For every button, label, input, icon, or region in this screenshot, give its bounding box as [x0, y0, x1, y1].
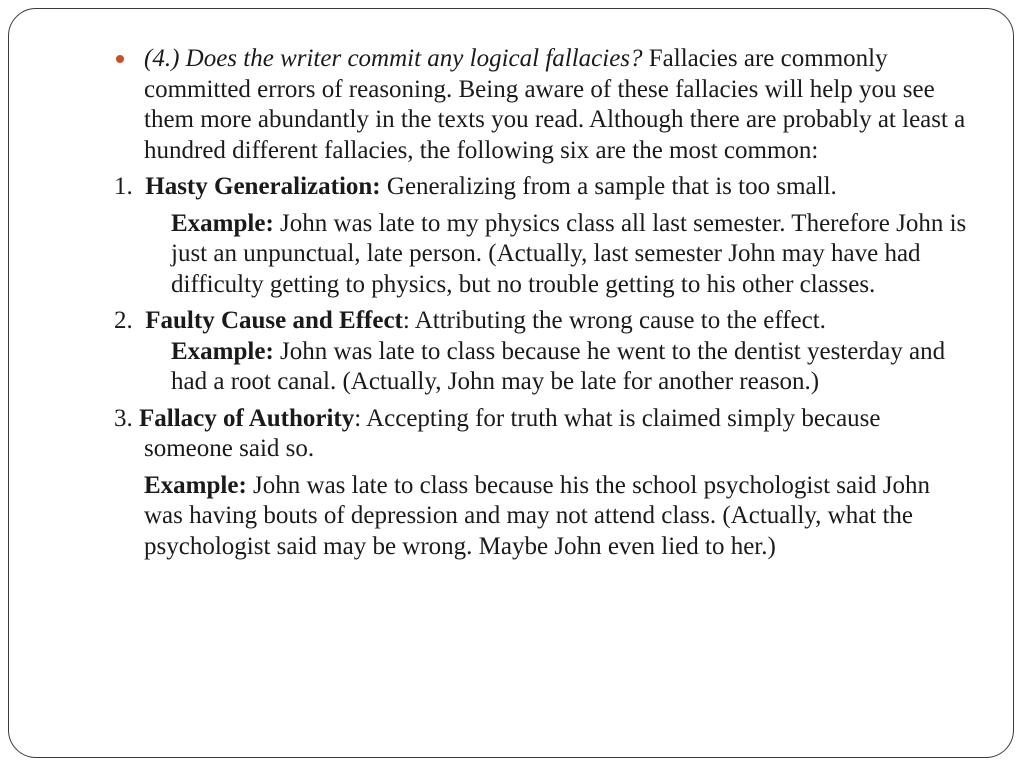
fallacy-example-1 — [171, 209, 974, 301]
slide-content — [114, 44, 974, 568]
item-term: Faulty Cause and Effect — [145, 307, 403, 334]
example-label: Example: — [171, 337, 274, 365]
example-label: Example: — [171, 209, 274, 237]
fallacy-example-3 — [144, 471, 974, 563]
item-term: Fallacy of Authority — [139, 404, 355, 432]
bullet-icon — [116, 55, 124, 63]
item-term: Hasty Generalization: — [145, 173, 381, 200]
example-text: John was late to my physics class all last semester. Therefore John is just an unpunctual, late person. (Actually, last semester John may have had difficulty getting to physics, but no trouble getting to his other classes. — [171, 209, 967, 298]
item-number: 2. — [114, 307, 133, 334]
fallacy-item-2 — [114, 306, 974, 337]
item-definition: : Attributing the wrong cause to the effect. — [402, 307, 826, 334]
fallacy-item-3 — [114, 404, 974, 465]
fallacy-item-1 — [114, 172, 974, 203]
example-text: John was late to class because his the school psychologist said John was having bouts of depression and may not attend class. (Actually, what the psychologist said may be wrong. Maybe John even lied to her.) — [144, 471, 931, 560]
item-definition: Generalizing from a sample that is too small. — [380, 173, 837, 200]
item-number: 1. — [114, 173, 133, 200]
example-text: John was late to class because he went to the dentist yesterday and had a root canal. (Actually, John may be late for another reason.) — [171, 337, 946, 395]
intro-paragraph — [114, 44, 974, 166]
intro-text: Fallacies are commonly committed errors of reasoning. Being aware of these fallacies will help you see them more abundantly in the texts you read. Although there are probably at least a hundred different fallacies, the following six are the most common: — [144, 45, 966, 164]
intro-question: (4.) Does the writer commit any logical fallacies? — [144, 45, 643, 72]
example-label: Example: — [144, 471, 247, 499]
item-number: 3. — [114, 404, 133, 432]
fallacy-example-2 — [171, 337, 974, 398]
item-definition: : Accepting for truth what is claimed simply because someone said so. — [144, 404, 881, 462]
